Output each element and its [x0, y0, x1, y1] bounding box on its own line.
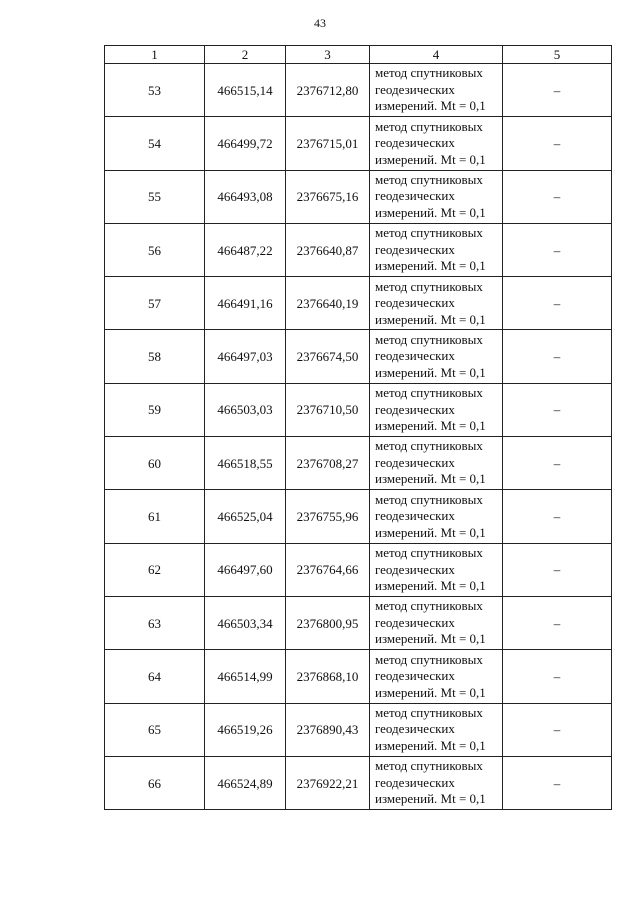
- method-text-line: геодезических: [375, 241, 455, 257]
- page-number: 43: [314, 16, 326, 30]
- x-coordinate-cell: 466525,04: [205, 490, 286, 543]
- table-row: [105, 330, 612, 383]
- method-cell: [370, 223, 503, 276]
- table-row: [105, 437, 612, 490]
- y-coordinate-cell: 2376712,80: [286, 64, 370, 117]
- point-number-cell: 59: [105, 383, 205, 436]
- point-number-cell: 58: [105, 330, 205, 383]
- method-text-line: метод спутниковых: [375, 704, 483, 720]
- method-text-line: измерений. Mt = 0,1: [375, 737, 486, 753]
- y-coordinate-cell: 2376800,95: [286, 596, 370, 649]
- method-text-line: метод спутниковых: [375, 438, 483, 454]
- table-row: [105, 650, 612, 703]
- method-text-line: измерений. Mt = 0,1: [375, 98, 486, 114]
- method-text-line: геодезических: [375, 668, 455, 684]
- method-cell: [370, 170, 503, 223]
- point-number-cell: 64: [105, 650, 205, 703]
- note-cell: –: [503, 490, 612, 543]
- table-row: [105, 170, 612, 223]
- y-coordinate-cell: 2376890,43: [286, 703, 370, 756]
- note-cell: –: [503, 117, 612, 170]
- y-coordinate-cell: 2376755,96: [286, 490, 370, 543]
- table-header: [105, 46, 612, 64]
- note-cell: –: [503, 437, 612, 490]
- method-cell: [370, 490, 503, 543]
- method-text-line: геодезических: [375, 508, 455, 524]
- method-cell: [370, 596, 503, 649]
- header-col-4: 4: [370, 46, 503, 64]
- method-cell: [370, 756, 503, 809]
- x-coordinate-cell: 466519,26: [205, 703, 286, 756]
- method-text-line: метод спутниковых: [375, 118, 483, 134]
- x-coordinate-cell: 466497,60: [205, 543, 286, 596]
- method-text-line: метод спутниковых: [375, 491, 483, 507]
- point-number-cell: 54: [105, 117, 205, 170]
- method-text-line: метод спутниковых: [375, 225, 483, 241]
- header-col-2: 2: [205, 46, 286, 64]
- method-text-line: геодезических: [375, 81, 455, 97]
- point-number-cell: 53: [105, 64, 205, 117]
- point-number-cell: 55: [105, 170, 205, 223]
- point-number-cell: 61: [105, 490, 205, 543]
- table-body: [105, 64, 612, 810]
- method-text-line: метод спутниковых: [375, 171, 483, 187]
- header-col-1: 1: [105, 46, 205, 64]
- point-number-cell: 56: [105, 223, 205, 276]
- note-cell: –: [503, 756, 612, 809]
- method-cell: [370, 543, 503, 596]
- note-cell: –: [503, 223, 612, 276]
- header-col-5: 5: [503, 46, 612, 64]
- method-text-line: измерений. Mt = 0,1: [375, 578, 486, 594]
- y-coordinate-cell: 2376922,21: [286, 756, 370, 809]
- method-text-line: метод спутниковых: [375, 651, 483, 667]
- method-text-line: измерений. Mt = 0,1: [375, 684, 486, 700]
- method-text-line: геодезических: [375, 188, 455, 204]
- table-row: [105, 490, 612, 543]
- method-text-line: метод спутниковых: [375, 385, 483, 401]
- y-coordinate-cell: 2376674,50: [286, 330, 370, 383]
- x-coordinate-cell: 466491,16: [205, 277, 286, 330]
- method-text-line: геодезических: [375, 721, 455, 737]
- method-text-line: геодезических: [375, 774, 455, 790]
- table-row: [105, 223, 612, 276]
- method-text-line: метод спутниковых: [375, 278, 483, 294]
- x-coordinate-cell: 466497,03: [205, 330, 286, 383]
- method-text-line: метод спутниковых: [375, 65, 483, 81]
- table-row: [105, 383, 612, 436]
- x-coordinate-cell: 466524,89: [205, 756, 286, 809]
- note-cell: –: [503, 277, 612, 330]
- coordinates-table: [104, 45, 612, 810]
- x-coordinate-cell: 466493,08: [205, 170, 286, 223]
- y-coordinate-cell: 2376868,10: [286, 650, 370, 703]
- method-text-line: измерений. Mt = 0,1: [375, 631, 486, 647]
- y-coordinate-cell: 2376640,19: [286, 277, 370, 330]
- method-text-line: геодезических: [375, 614, 455, 630]
- method-text-line: метод спутниковых: [375, 598, 483, 614]
- header-col-3: 3: [286, 46, 370, 64]
- method-text-line: измерений. Mt = 0,1: [375, 204, 486, 220]
- x-coordinate-cell: 466503,03: [205, 383, 286, 436]
- method-text-line: геодезических: [375, 135, 455, 151]
- note-cell: –: [503, 170, 612, 223]
- point-number-cell: 57: [105, 277, 205, 330]
- method-text-line: измерений. Mt = 0,1: [375, 364, 486, 380]
- method-cell: [370, 703, 503, 756]
- x-coordinate-cell: 466487,22: [205, 223, 286, 276]
- method-text-line: геодезических: [375, 454, 455, 470]
- point-number-cell: 62: [105, 543, 205, 596]
- y-coordinate-cell: 2376715,01: [286, 117, 370, 170]
- method-text-line: измерений. Mt = 0,1: [375, 258, 486, 274]
- table-row: [105, 703, 612, 756]
- method-cell: [370, 64, 503, 117]
- y-coordinate-cell: 2376708,27: [286, 437, 370, 490]
- method-cell: [370, 330, 503, 383]
- note-cell: –: [503, 330, 612, 383]
- table-row: [105, 117, 612, 170]
- method-cell: [370, 650, 503, 703]
- method-cell: [370, 117, 503, 170]
- note-cell: –: [503, 596, 612, 649]
- method-text-line: измерений. Mt = 0,1: [375, 471, 486, 487]
- method-cell: [370, 437, 503, 490]
- method-text-line: геодезических: [375, 348, 455, 364]
- point-number-cell: 65: [105, 703, 205, 756]
- note-cell: –: [503, 650, 612, 703]
- note-cell: –: [503, 543, 612, 596]
- method-cell: [370, 277, 503, 330]
- table-row: [105, 756, 612, 809]
- note-cell: –: [503, 64, 612, 117]
- method-text-line: геодезических: [375, 561, 455, 577]
- header-row: [105, 46, 612, 64]
- method-text-line: измерений. Mt = 0,1: [375, 524, 486, 540]
- method-text-line: метод спутниковых: [375, 331, 483, 347]
- method-text-line: метод спутниковых: [375, 545, 483, 561]
- method-text-line: геодезических: [375, 295, 455, 311]
- point-number-cell: 60: [105, 437, 205, 490]
- note-cell: –: [503, 383, 612, 436]
- table-row: [105, 277, 612, 330]
- x-coordinate-cell: 466503,34: [205, 596, 286, 649]
- y-coordinate-cell: 2376675,16: [286, 170, 370, 223]
- method-text-line: измерений. Mt = 0,1: [375, 418, 486, 434]
- point-number-cell: 63: [105, 596, 205, 649]
- x-coordinate-cell: 466515,14: [205, 64, 286, 117]
- table-row: [105, 596, 612, 649]
- note-cell: –: [503, 703, 612, 756]
- y-coordinate-cell: 2376710,50: [286, 383, 370, 436]
- x-coordinate-cell: 466499,72: [205, 117, 286, 170]
- table-row: [105, 543, 612, 596]
- x-coordinate-cell: 466514,99: [205, 650, 286, 703]
- method-text-line: измерений. Mt = 0,1: [375, 791, 486, 807]
- method-text-line: измерений. Mt = 0,1: [375, 311, 486, 327]
- method-cell: [370, 383, 503, 436]
- point-number-cell: 66: [105, 756, 205, 809]
- x-coordinate-cell: 466518,55: [205, 437, 286, 490]
- method-text-line: измерений. Mt = 0,1: [375, 151, 486, 167]
- y-coordinate-cell: 2376764,66: [286, 543, 370, 596]
- y-coordinate-cell: 2376640,87: [286, 223, 370, 276]
- method-text-line: метод спутниковых: [375, 758, 483, 774]
- table-row: [105, 64, 612, 117]
- method-text-line: геодезических: [375, 401, 455, 417]
